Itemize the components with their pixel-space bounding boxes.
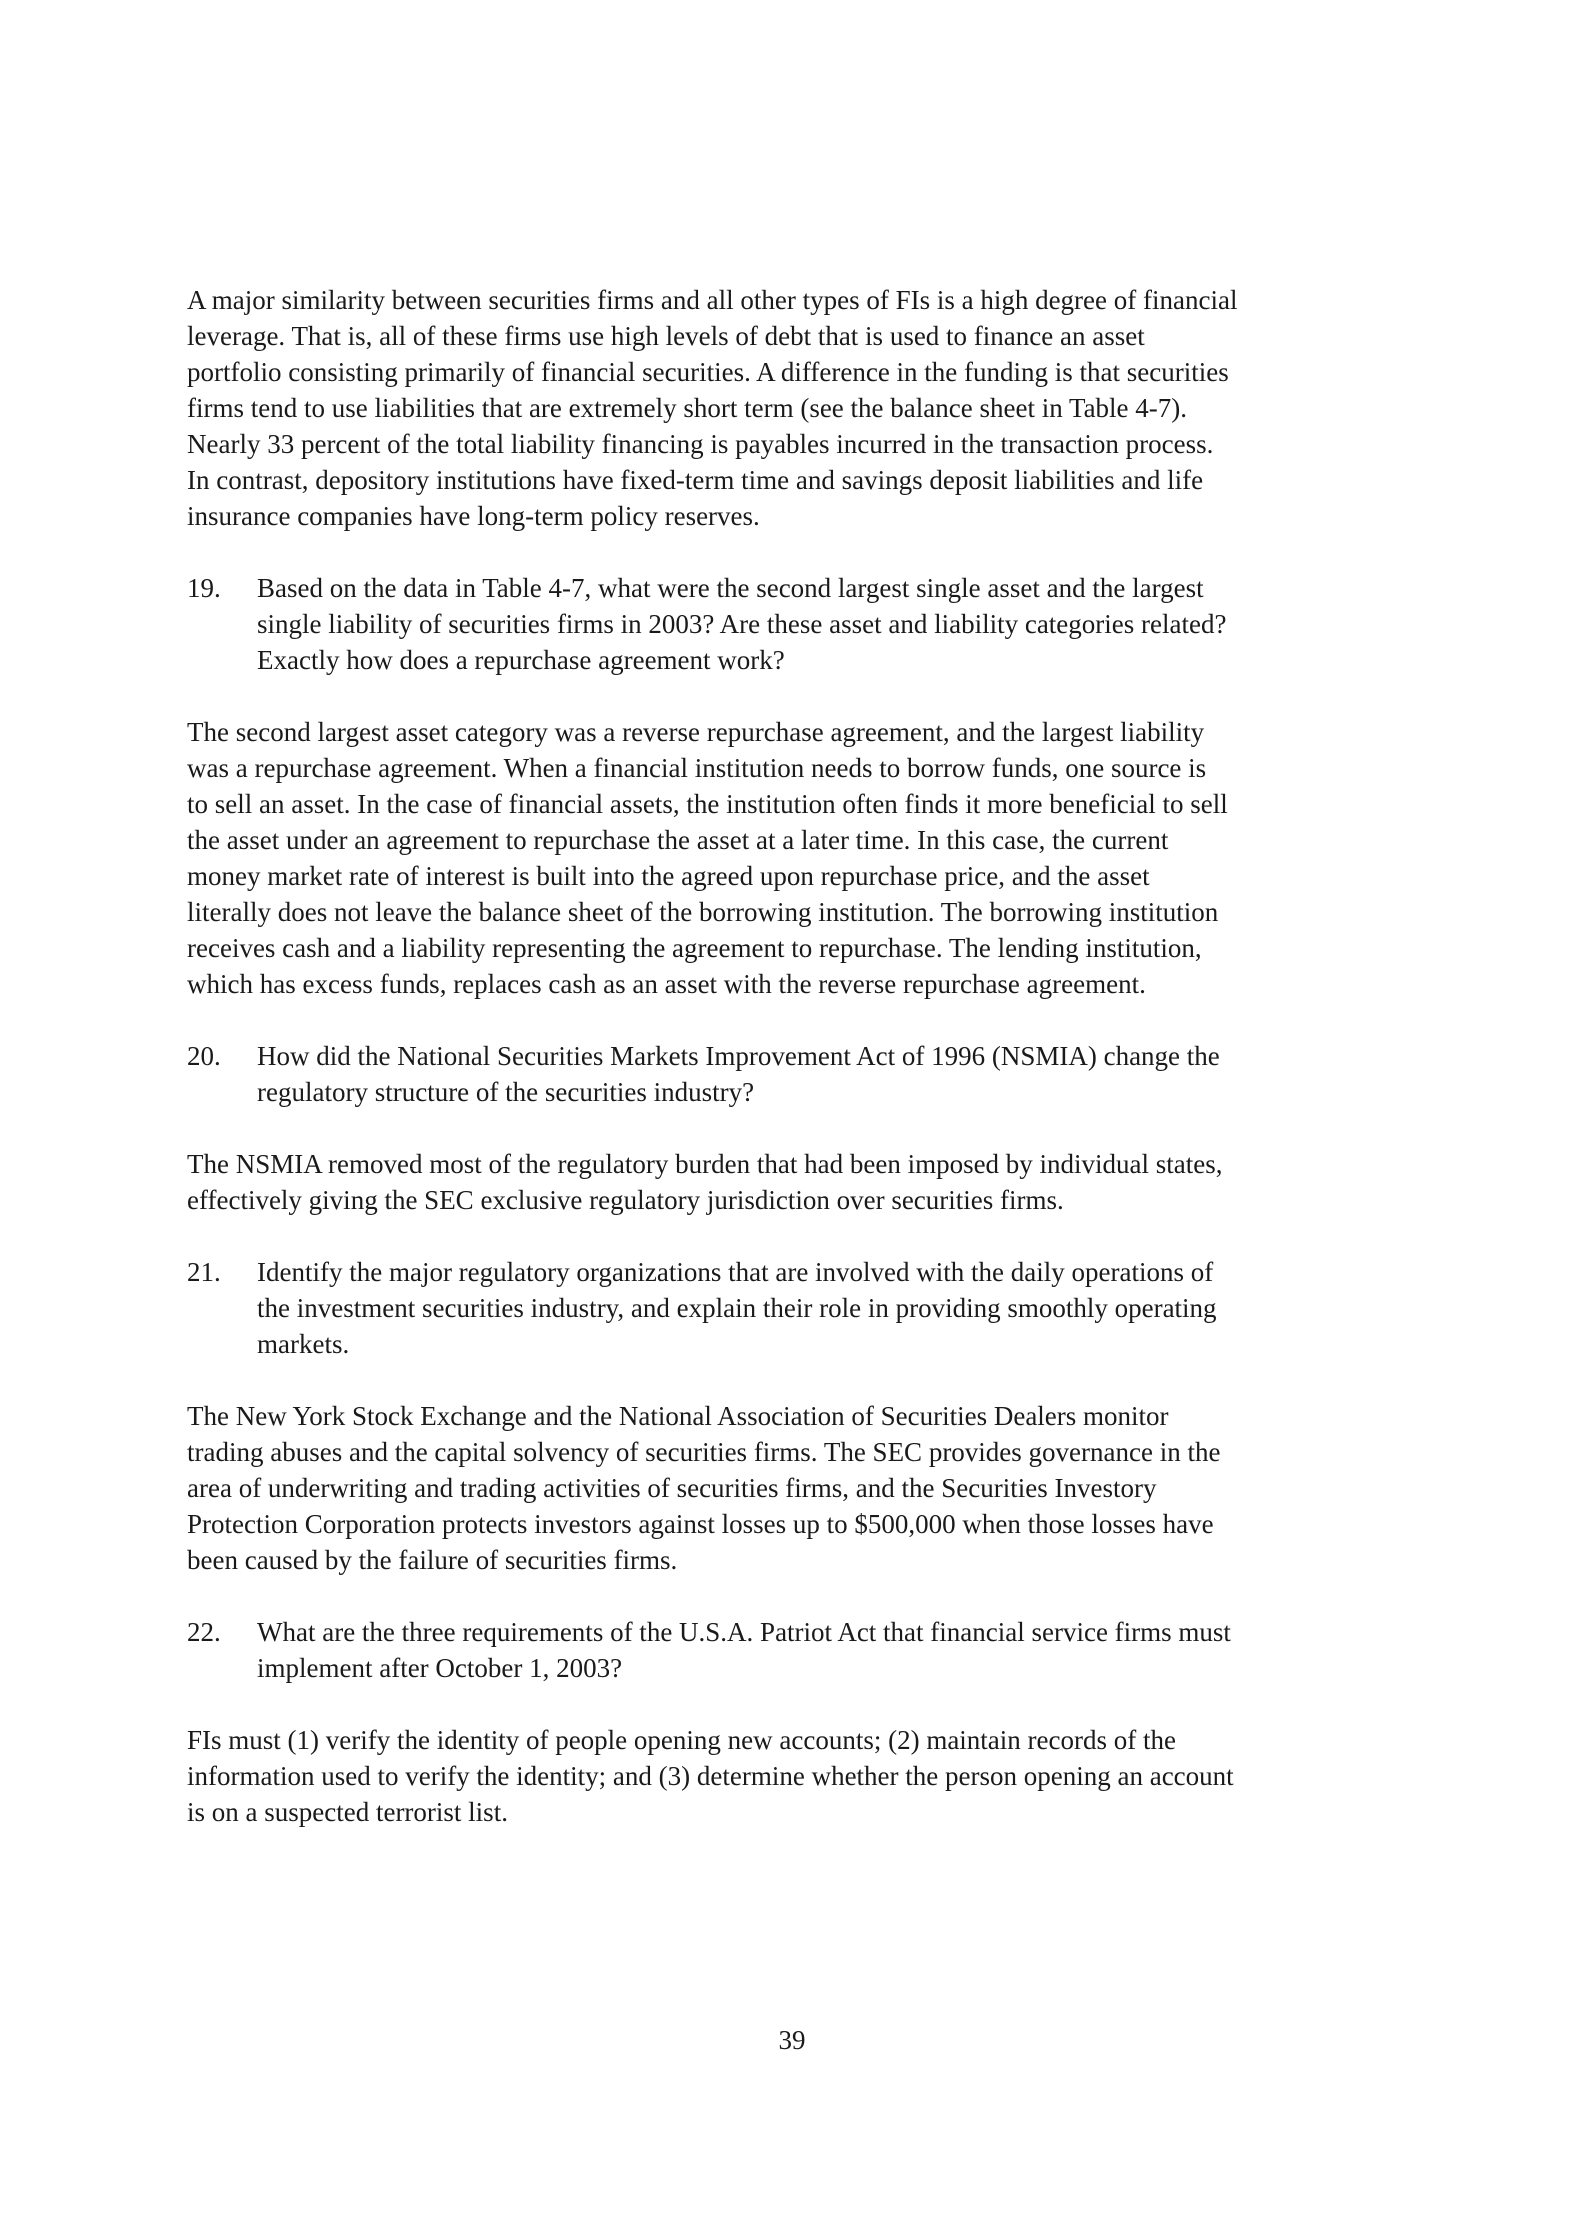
text-line: Identify the major regulatory organizations that are involved with the daily operations of [257,1257,1214,1287]
text-line: In contrast, depository institutions have fixed-term time and savings deposit liabilities and life [187,465,1204,495]
question-text [257,570,1226,678]
text-line: receives cash and a liability representing the agreement to repurchase. The lending institution, [187,933,1202,963]
text-line: The NSMIA removed most of the regulatory burden that had been imposed by individual states, [187,1149,1223,1179]
paragraph-intro [187,282,1417,534]
question-text [257,1038,1220,1110]
text-line: the asset under an agreement to repurchase the asset at a later time. In this case, the current [187,825,1169,855]
text-line: trading abuses and the capital solvency of securities firms. The SEC provides governance in the [187,1437,1221,1467]
question-21 [187,1254,1417,1362]
text-line: information used to verify the identity; and (3) determine whether the person opening an account [187,1761,1234,1791]
text-line: portfolio consisting primarily of financial securities. A difference in the funding is that securities [187,357,1229,387]
text-line: regulatory structure of the securities industry? [257,1077,755,1107]
text-line: How did the National Securities Markets Improvement Act of 1996 (NSMIA) change the [257,1041,1220,1071]
text-line: leverage. That is, all of these firms use high levels of debt that is used to finance an asset [187,321,1145,351]
answer-22 [187,1722,1417,1830]
text-line: single liability of securities firms in 2003? Are these asset and liability categories related? [257,609,1227,639]
text-line: money market rate of interest is built into the agreed upon repurchase price, and the asset [187,861,1150,891]
question-text [257,1254,1217,1362]
text-line: Nearly 33 percent of the total liability financing is payables incurred in the transaction process. [187,429,1214,459]
text-line: The New York Stock Exchange and the National Association of Securities Dealers monitor [187,1401,1169,1431]
text-line: was a repurchase agreement. When a financial institution needs to borrow funds, one source is [187,753,1207,783]
text-line: markets. [257,1329,350,1359]
page-content [187,282,1417,1866]
text-line: Exactly how does a repurchase agreement work? [257,645,785,675]
text-line: effectively giving the SEC exclusive regulatory jurisdiction over securities firms. [187,1185,1064,1215]
question-22 [187,1614,1417,1686]
text-line: A major similarity between securities firms and all other types of FIs is a high degree of financial [187,285,1238,315]
text-line: What are the three requirements of the U.S.A. Patriot Act that financial service firms must [257,1617,1231,1647]
text-line: firms tend to use liabilities that are extremely short term (see the balance sheet in Table 4-7). [187,393,1188,423]
text-line: FIs must (1) verify the identity of people opening new accounts; (2) maintain records of the [187,1725,1176,1755]
answer-19 [187,714,1417,1002]
question-20 [187,1038,1417,1110]
question-number: 21. [187,1257,221,1287]
question-number: 22. [187,1617,221,1647]
text-line: Protection Corporation protects investors against losses up to $500,000 when those losses have [187,1509,1214,1539]
text-line: the investment securities industry, and explain their role in providing smoothly operating [257,1293,1217,1323]
question-number: 20. [187,1041,221,1071]
text-line: area of underwriting and trading activities of securities firms, and the Securities Investory [187,1473,1157,1503]
text-line: which has excess funds, replaces cash as an asset with the reverse repurchase agreement. [187,969,1146,999]
text-line: The second largest asset category was a reverse repurchase agreement, and the largest liability [187,717,1205,747]
answer-20 [187,1146,1417,1218]
answer-21 [187,1398,1417,1578]
page-number: 39 [778,2025,806,2055]
question-19 [187,570,1417,678]
question-text [257,1614,1231,1686]
question-number: 19. [187,573,221,603]
text-line: implement after October 1, 2003? [257,1653,623,1683]
text-line: insurance companies have long-term policy reserves. [187,501,760,531]
text-line: to sell an asset. In the case of financial assets, the institution often finds it more beneficial to sell [187,789,1228,819]
text-line: been caused by the failure of securities firms. [187,1545,678,1575]
text-line: Based on the data in Table 4-7, what were the second largest single asset and the largest [257,573,1204,603]
text-line: literally does not leave the balance sheet of the borrowing institution. The borrowing institution [187,897,1219,927]
text-line: is on a suspected terrorist list. [187,1797,508,1827]
